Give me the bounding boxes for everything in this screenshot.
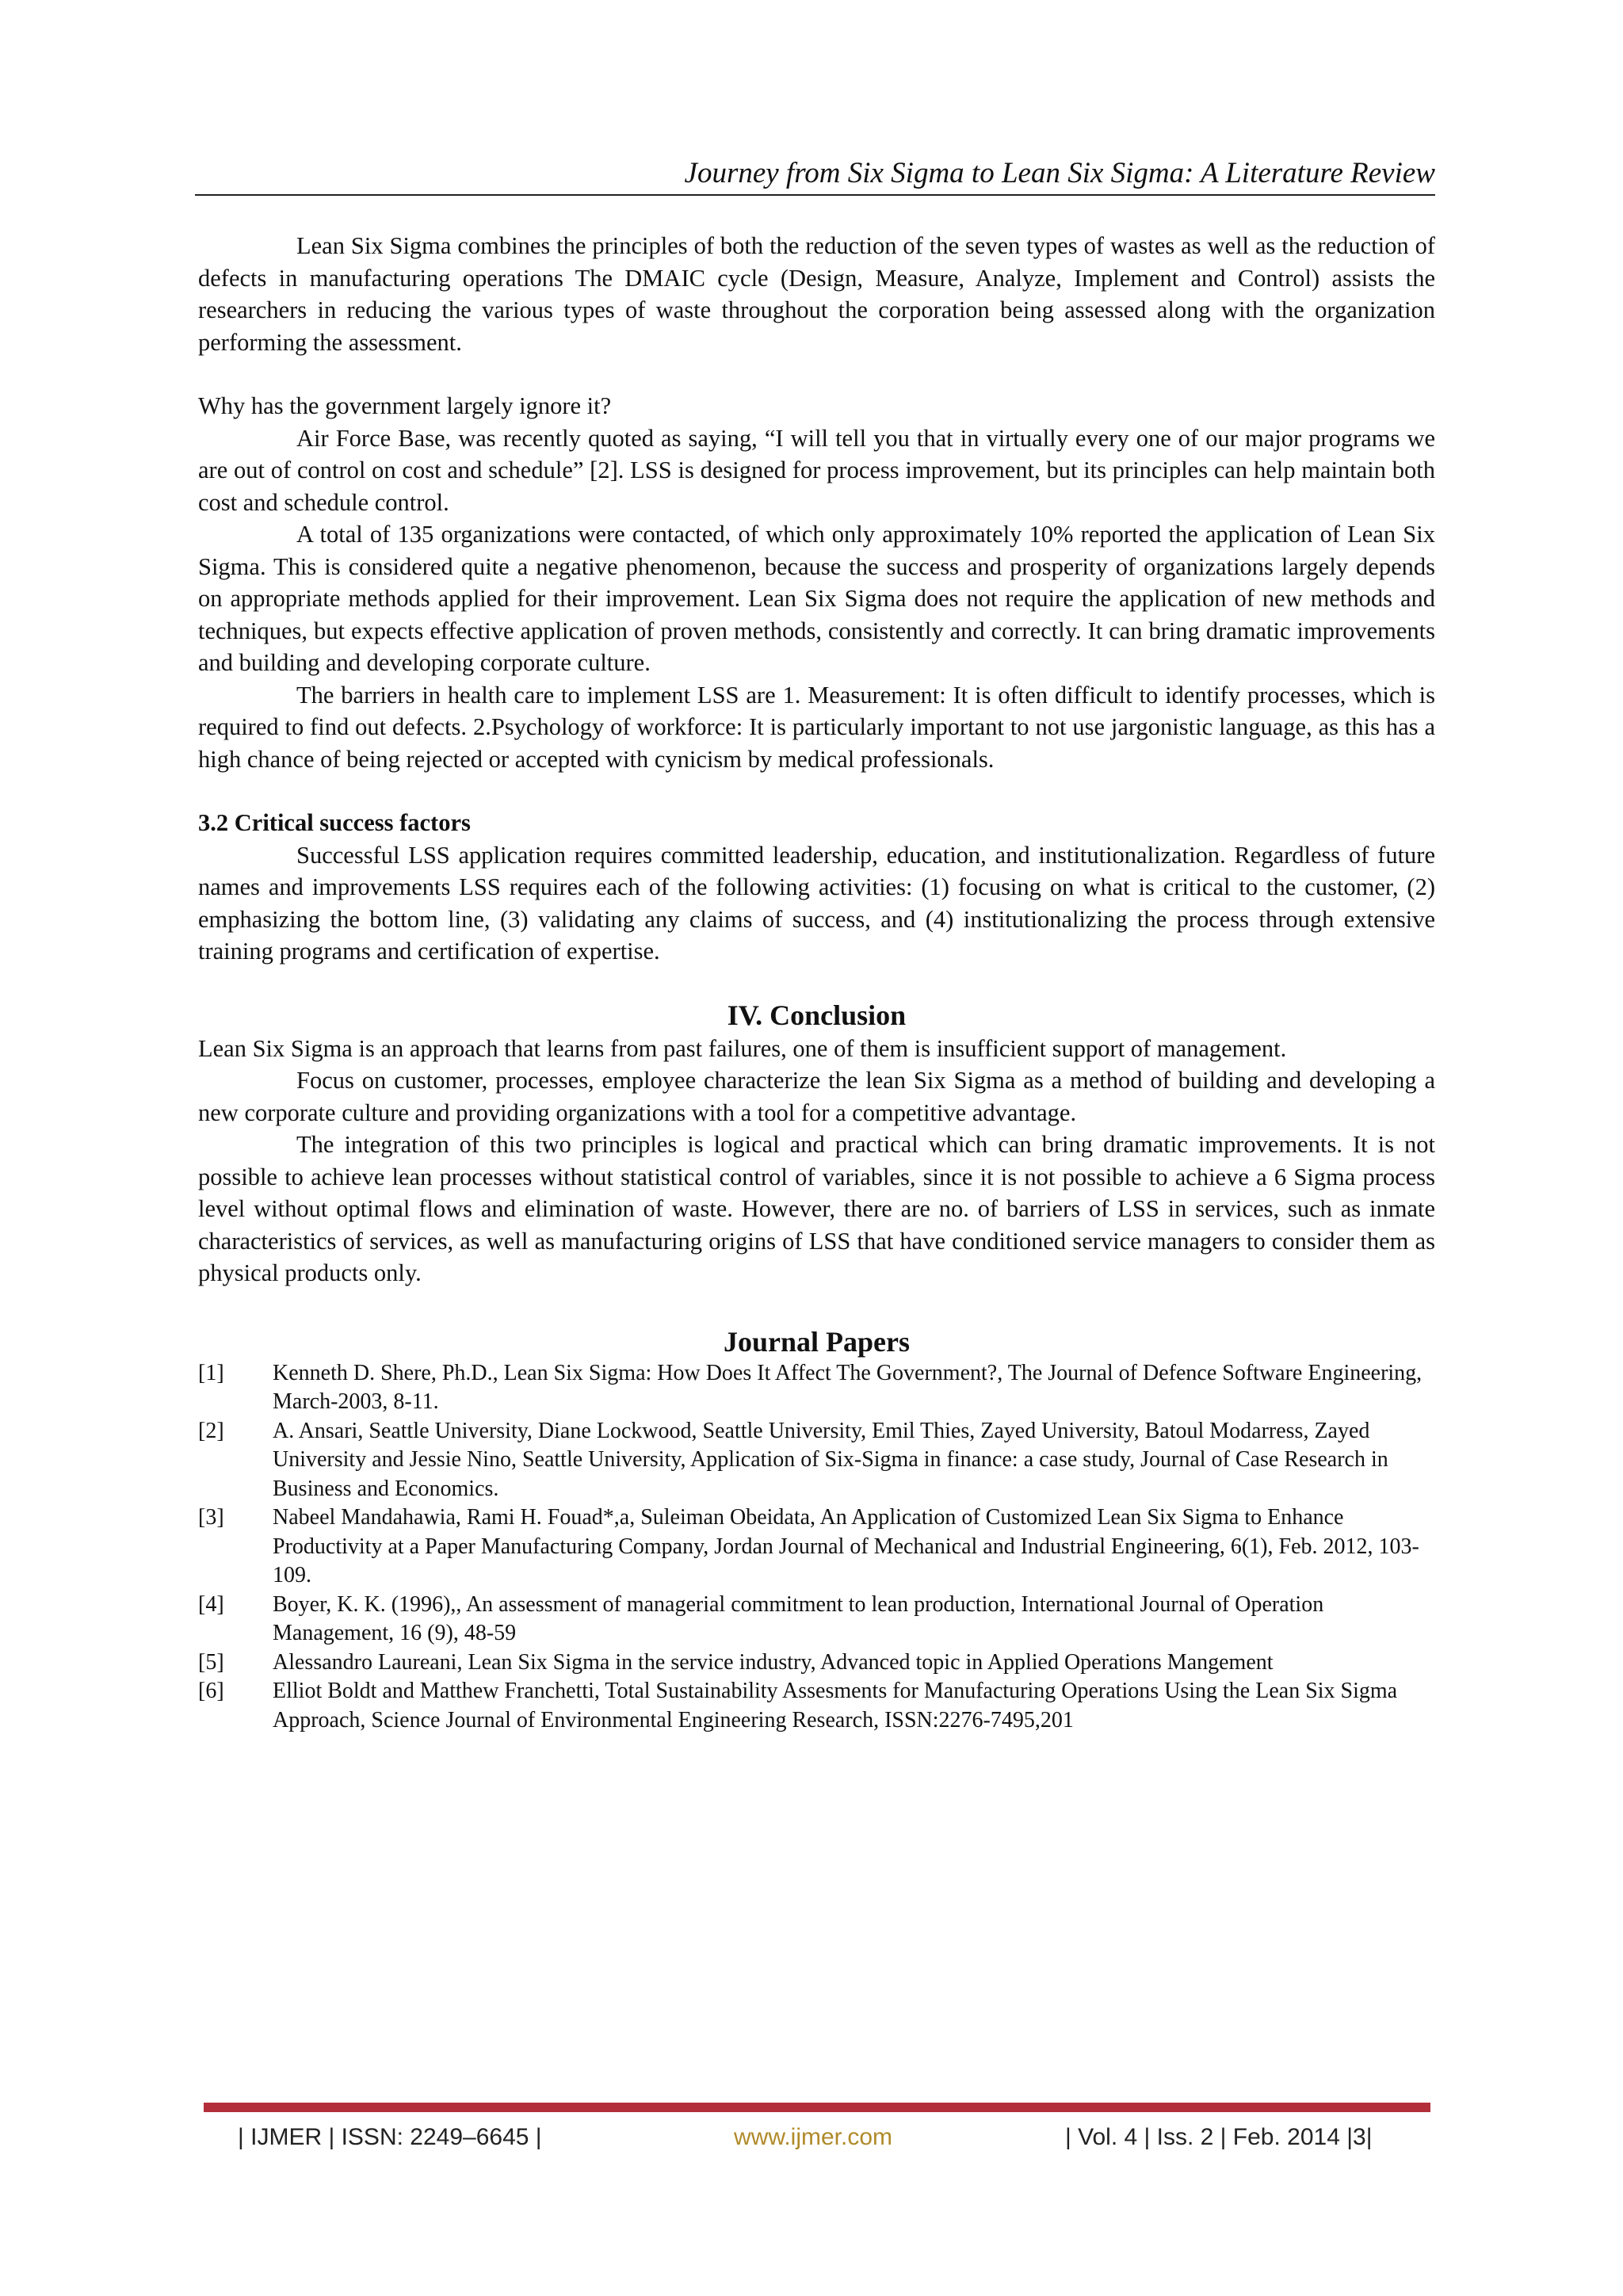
reference-item [198,1417,1435,1504]
footer-volume-info: | Vol. 4 | Iss. 2 | Feb. 2014 |3| [1065,2124,1373,2150]
body-paragraph: A total of 135 organizations were contacted, of which only approximately 10% reported the application of Lean Six Sigma. This is considered quite a negative phenomenon, because the success and prosperity of organizations largely depends on appropriate methods applied for their improvement. Lean Six Sigma does not require the application of new methods and techniques, but expects effective application of proven methods, consistently and correctly. It can bring dramatic improvements and building and developing corporate culture. [198,521,1435,676]
reference-text: Boyer, K. K. (1996),, An assessment of managerial commitment to lean production, International Journal of Operation Management, 16 (9), 48-59 [273,1591,1324,1645]
reference-item [198,1591,1435,1648]
reference-item [198,1503,1435,1591]
article-body [198,230,1435,1735]
reference-number: [4] [198,1591,224,1617]
body-paragraph: Lean Six Sigma is an approach that learns from past failures, one of them is insufficient support of management. [198,1034,1287,1062]
footer-website-link[interactable]: www.ijmer.com [734,2124,893,2150]
reference-number: [5] [198,1649,224,1675]
reference-item [198,1677,1435,1735]
reference-number: [3] [198,1505,224,1530]
footer-rule [204,2103,1430,2112]
reference-text: Elliot Boldt and Matthew Franchetti, Total Sustainability Assesments for Manufacturing Operations Using the Lean Six Sigma Approach, Science Journal of Environmental Engineering Research, ISSN:2276-7495,201 [273,1679,1398,1733]
reference-item [198,1648,1435,1678]
reference-number: [6] [198,1679,224,1703]
conclusion-heading: IV. Conclusion [727,999,907,1031]
body-paragraph: Successful LSS application requires committed leadership, education, and institutionalization. Regardless of future names and improvements LSS requires each of the following activities: (1) focusing on what is critical to the customer, (2) emphasizing the bottom line, (3) validating any claims of success, and (4) institutionalizing the process through extensive training programs and certification of expertise. [198,841,1435,965]
question-line: Why has the government largely ignore it? [198,392,612,419]
page-footer [0,2124,1623,2162]
body-paragraph: Lean Six Sigma combines the principles of both the reduction of the seven types of wastes as well as the reduction of defects in manufacturing operations The DMAIC cycle (Design, Measure, Analyze, Implement and Control) assists the researchers in reducing the various types of waste throughout the corporation being assessed along with the organization performing the assessment. [198,232,1435,356]
body-paragraph: Air Force Base, was recently quoted as saying, “I will tell you that in virtually every one of our major programs we are out of control on cost and schedule” [2]. LSS is designed for process improvement, but its principles can help maintain both cost and schedule control. [198,424,1435,516]
footer-journal-info: | IJMER | ISSN: 2249–6645 | [238,2124,542,2150]
reference-text: Alessandro Laureani, Lean Six Sigma in the service industry, Advanced topic in Applied Operations Mangement [273,1649,1274,1675]
reference-number: [1] [198,1360,224,1385]
references-heading: Journal Papers [723,1325,910,1358]
reference-item [198,1359,1435,1417]
body-paragraph: The integration of this two principles is logical and practical which can bring dramatic improvements. It is not possible to achieve lean processes without statistical control of variables, since it is not possible to achieve a 6 Sigma process level without optimal flows and elimination of waste. However, there are no. of barriers of LSS in services, such as inmate characteristics of services, as well as manufacturing origins of LSS that have conditioned service managers to consider them as physical products only. [198,1131,1435,1286]
section-heading: 3.2 Critical success factors [198,809,471,836]
body-paragraph: The barriers in health care to implement LSS are 1. Measurement: It is often difficult to identify processes, which is required to find out defects. 2.Psychology of workforce: It is particularly important to not use jargonistic language, as this has a high chance of being rejected or accepted with cynicism by medical professionals. [198,681,1435,773]
body-paragraph: Focus on customer, processes, employee characterize the lean Six Sigma as a method of building and developing a new corporate culture and providing organizations with a tool for a competitive advantage. [198,1067,1435,1126]
reference-number: [2] [198,1418,224,1443]
reference-text: Nabeel Mandahawia, Rami H. Fouad*,a, Suleiman Obeidata, An Application of Customized Lean Six Sigma to Enhance Productivity at a Paper Manufacturing Company, Jordan Journal of Mechanical and Industrial Engineering, 6(1), Feb. 2012, 103-109. [273,1505,1419,1587]
reference-list [198,1359,1435,1736]
reference-text: Kenneth D. Shere, Ph.D., Lean Six Sigma: How Does It Affect The Government?, The Journal of Defence Software Engineering, March-2003, 8-11. [273,1360,1423,1414]
running-title: Journey from Six Sigma to Lean Six Sigma: A Literature Review [684,157,1435,189]
reference-text: A. Ansari, Seattle University, Diane Lockwood, Seattle University, Emil Thies, Zayed University, Batoul Modarress, Zayed University and Jessie Nino, Seattle University, Application of Six-Sigma in finance: a case study, Journal of Case Research in Business and Economics. [273,1418,1388,1501]
header-rule [195,194,1435,196]
